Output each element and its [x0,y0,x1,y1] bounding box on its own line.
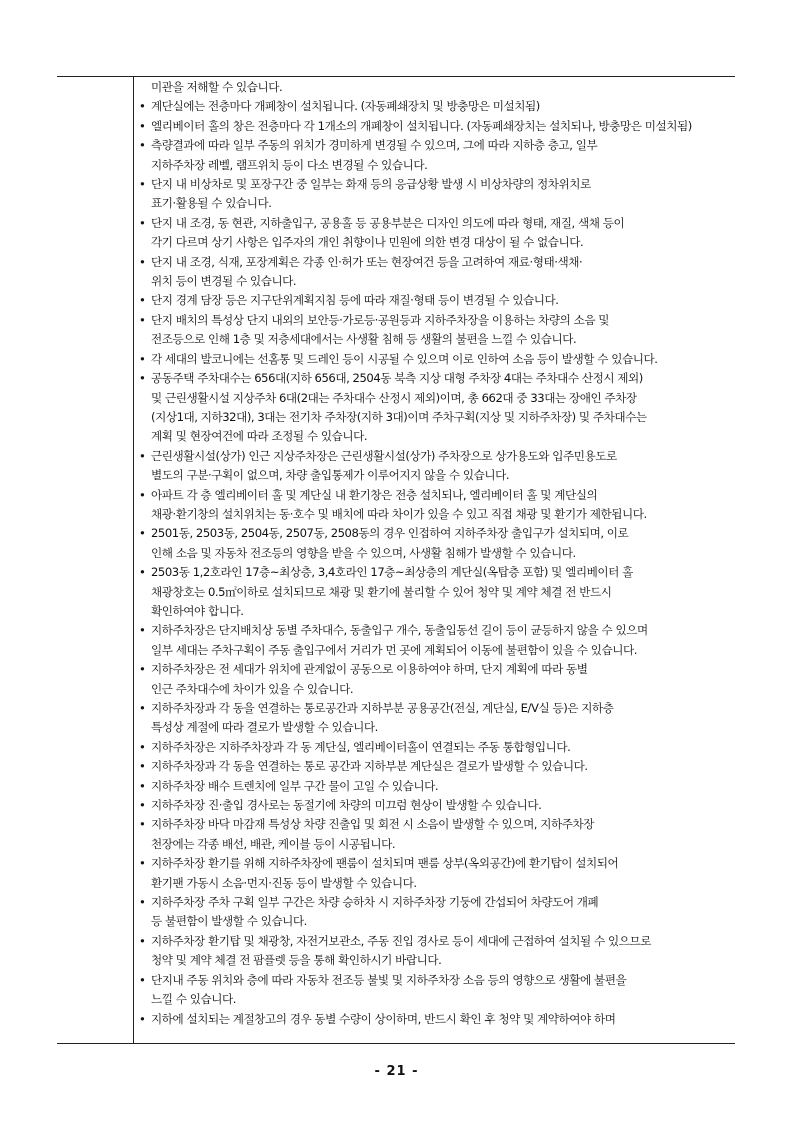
notice-item [138,311,733,350]
notice-line: 등 불편함이 발생할 수 있습니다. [151,914,307,929]
category-column [57,77,134,1043]
notice-line: 일부 세대는 주차구획이 주동 출입구에서 거리가 먼 곳에 계획되어 이동에 불편함이 있을 수 있습니다. [151,642,638,657]
notice-line: (지상1대, 지하32대), 3대는 전기차 주차장(지하 3대)이며 주차구획(지상 및 지하주차장) 및 주차대수는 [151,409,647,424]
notice-list [138,78,733,1029]
notice-item [138,777,733,796]
notice-line: • 지하에 설치되는 계절창고의 경우 동별 수량이 상이하며, 반드시 확인 후 청약 및 계약하여야 하며 [151,1011,616,1026]
notice-line: 별도의 구분·구획이 없으며, 차량 출입통제가 이루어지지 않을 수 있습니다. [151,468,510,483]
notice-line: 인근 주차대수에 차이가 있을 수 있습니다. [151,681,354,696]
notice-item [138,699,733,738]
notice-line: 천장에는 각종 배선, 배관, 케이블 등이 시공됩니다. [151,836,396,851]
notice-line: • 단지 경계 담장 등은 지구단위계획지침 등에 따라 재질·형태 등이 변경될 수 있습니다. [151,293,559,308]
notice-line: 각기 다르며 상기 사항은 입주자의 개인 취향이나 민원에 의한 변경 대상이 될 수 없습니다. [151,235,584,250]
notice-line: 채광창호는 0.5㎡이하로 설치되므로 채광 및 환기에 불리할 수 있어 청약 및 계약 체결 전 반드시 [151,584,612,599]
notice-line: 미관을 저해할 수 있습니다. [151,80,283,94]
notice-line: • 지하주차장은 전 세대가 위치에 관계없이 공동으로 이용하여야 하며, 단지 계획에 따라 동별 [151,662,588,677]
notice-line: 위치 등이 변경될 수 있습니다. [151,274,297,289]
notice-line: 지하주차장 레벨, 램프위치 등이 다소 변경될 수 있습니다. [151,157,428,172]
notice-item [138,854,733,893]
notice-item [138,447,733,486]
notice-line: • 공동주택 주차대수는 656대(지하 656대, 2504동 북측 지상 대형 주차장 4대는 주차대수 산정시 제외) [151,371,643,386]
notice-line: • 2501동, 2503동, 2504동, 2507동, 2508동의 경우 인접하여 지하주차장 출입구가 설치되며, 이로 [151,526,629,541]
notice-item [138,796,733,815]
notice-line: • 지하주차장 환기를 위해 지하주차장에 팬룸이 설치되며 팬룸 상부(옥외공간)에 환기탑이 설치되어 [151,856,619,871]
notice-item [138,97,733,116]
notice-line: 느낄 수 있습니다. [151,992,236,1007]
notice-line: • 아파트 각 층 엘리베이터 홀 및 계단실 내 환기창은 전층 설치되나, 엘리베이터 홀 및 계단실의 [151,487,598,502]
notice-line: 특성상 계절에 따라 결로가 발생할 수 있습니다. [151,720,378,735]
notice-item [138,175,733,214]
notice-line: • 단지 내 비상차로 및 포장구간 중 일부는 화재 등의 응급상황 발생 시 비상차량의 정차위치로 [151,177,591,192]
notice-line: • 각 세대의 발코니에는 선홈통 및 드레인 등이 시공될 수 있으며 이로 인하여 소음 등이 발생할 수 있습니다. [151,351,658,366]
content-column [134,77,735,1043]
notice-line: 전조등으로 인해 1층 및 저층세대에서는 사생활 침해 등 생활의 불편을 느낄 수 있습니다. [151,332,577,347]
notice-line: 및 근린생활시설 지상주차 6대(2대는 주차대수 산정시 제외)이며, 총 662대 중 33대는 장애인 주차장 [151,390,637,405]
notice-line: • 단지 내 조경, 동 현관, 지하출입구, 공용홀 등 공용부분은 디자인 의도에 따라 형태, 재질, 색채 등이 [151,215,625,230]
notice-line: • 단지내 주동 위치와 층에 따라 자동차 전조등 불빛 및 지하주차장 소음 등의 영향으로 생활에 불편을 [151,972,627,987]
notice-item [138,369,733,447]
notice-line: 채광·환기창의 설치위치는 동·호수 및 배치에 따라 차이가 있을 수 있고 직접 채광 및 환기가 제한됩니다. [151,506,647,521]
notice-line: • 엘리베이터 홀의 창은 전층마다 각 1개소의 개폐창이 설치됩니다. (자동폐쇄장치는 설치되나, 방충망은 미설치됨) [151,118,692,133]
notice-line: • 지하주차장은 단지배치상 동별 주차대수, 동출입구 개수, 동출입동선 길이 등이 균등하지 않을 수 있으며 [151,623,648,638]
notice-line: • 지하주차장 환기탑 및 채광창, 자전거보관소, 주동 진입 경사로 등이 세대에 근접하여 설치될 수 있으므로 [151,933,652,948]
notice-item [138,253,733,292]
notice-item [138,486,733,525]
notice-line: • 2503동 1,2호라인 17층~최상층, 3,4호라인 17층~최상층의 계단실(옥탑층 포함) 및 엘리베이터 홀 [151,565,633,580]
notice-line: 인해 소음 및 자동차 전조등의 영향을 받을 수 있으며, 사생활 침해가 발생할 수 있습니다. [151,545,576,560]
notice-item [138,893,733,932]
notice-item [138,78,733,97]
notice-line: • 근린생활시설(상가) 인근 지상주차장은 근린생활시설(상가) 주차장으로 상가용도와 입주민용도로 [151,448,617,463]
notice-item [138,815,733,854]
notice-line: 확인하여야 합니다. [151,603,244,618]
notice-item [138,738,733,757]
notice-line: 청약 및 계약 체결 전 팜플렛 등을 통해 확인하시기 바랍니다. [151,953,442,968]
notice-line: • 지하주차장 배수 트렌치에 일부 구간 물이 고일 수 있습니다. [151,778,439,793]
notice-line: • 지하주차장 바닥 마감재 특성상 차량 진출입 및 회전 시 소음이 발생할 수 있으며, 지하주차장 [151,817,595,832]
notice-line: 표기·활용될 수 있습니다. [151,196,272,211]
notice-line: • 지하주차장과 각 동을 연결하는 통로 공간과 지하부분 계단실은 결로가 발생할 수 있습니다. [151,759,588,774]
notice-item [138,563,733,621]
notice-line: • 단지 배치의 특성상 단지 내외의 보안등·가로등·공원등과 지하주차장을 이용하는 차량의 소음 및 [151,312,610,327]
notice-item [138,932,733,971]
notice-item [138,524,733,563]
notice-table [57,76,735,1044]
notice-line: • 단지 내 조경, 식재, 포장계획은 각종 인·허가 또는 현장여건 등을 고려하여 재료·형태·색채· [151,254,583,269]
notice-line: • 지하주차장 주차 구획 일부 구간은 차량 승하차 시 지하주차장 기둥에 간섭되어 차량도어 개폐 [151,895,599,910]
notice-item [138,1010,733,1029]
notice-item [138,214,733,253]
notice-line: • 지하주차장과 각 동을 연결하는 통로공간과 지하부분 공용공간(전실, 계단실, E/V실 등)은 지하층 [151,701,614,715]
notice-line: • 지하주차장은 지하주차장과 각 동 계단실, 엘리베이터홀이 연결되는 주동 통합형입니다. [151,739,571,754]
notice-line: • 측량결과에 따라 일부 주동의 위치가 경미하게 변경될 수 있으며, 그에 따라 지하층 층고, 일부 [151,138,598,153]
notice-item [138,971,733,1010]
notice-item [138,621,733,660]
notice-item [138,291,733,310]
notice-item [138,350,733,369]
notice-line: 계획 및 현장여건에 따라 조정될 수 있습니다. [151,429,368,444]
notice-item [138,136,733,175]
notice-item [138,757,733,776]
notice-item [138,117,733,136]
notice-line: • 지하주차장 진·출입 경사로는 동절기에 차량의 미끄럼 현상이 발생할 수 있습니다. [151,798,542,813]
notice-item [138,660,733,699]
page-number: - 21 - [374,1064,419,1079]
notice-line: 환기팬 가동시 소음·먼지·진동 등이 발생할 수 있습니다. [151,875,417,890]
notice-line: • 계단실에는 전층마다 개폐창이 설치됩니다. (자동폐쇄장치 및 방충망은 미설치됨) [151,99,540,114]
